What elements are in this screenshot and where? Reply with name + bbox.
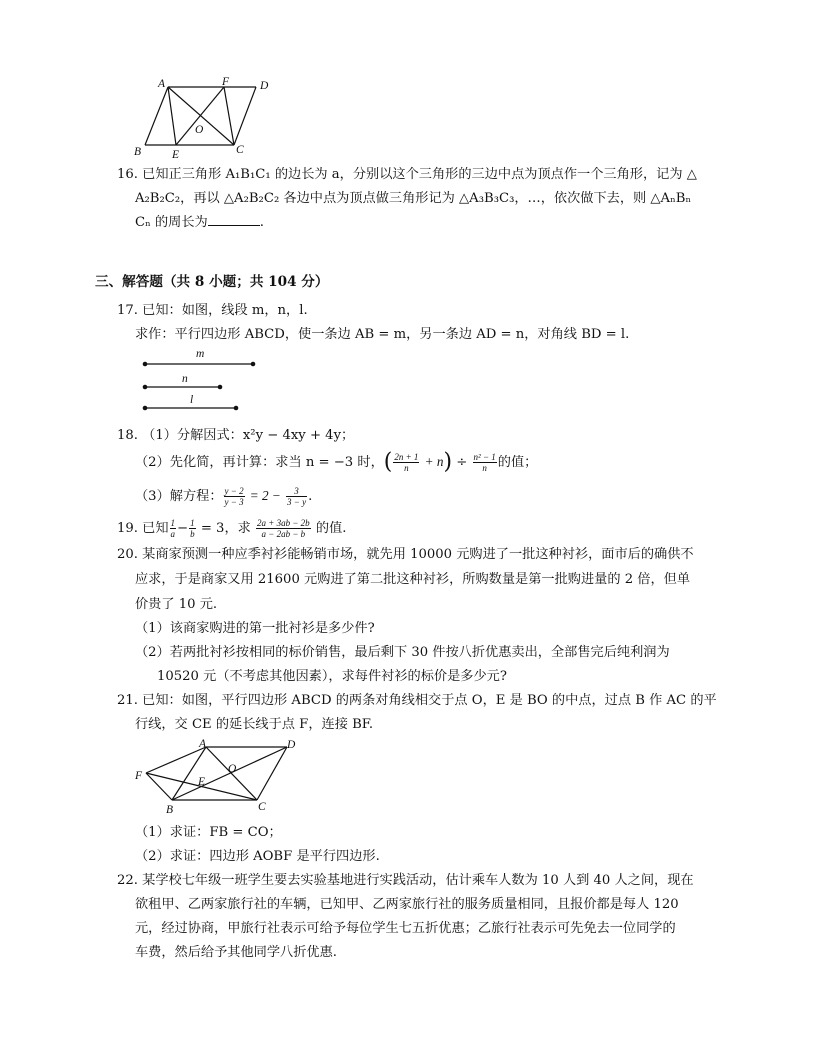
fraction-numerator: 3 <box>286 486 307 497</box>
question-20-line-3: 价贵了 10 元. <box>135 597 218 612</box>
fraction-denominator: n <box>404 463 409 473</box>
question-16-end: . <box>259 215 264 230</box>
fraction-denominator: n <box>482 463 487 473</box>
label-b: B <box>166 804 174 816</box>
fraction-numerator: n² − 1 <box>473 452 496 462</box>
fraction-numerator: 1 <box>170 518 176 528</box>
fraction-numerator: y − 2 <box>224 486 244 496</box>
segment-n-label: n <box>182 373 188 385</box>
label-a: A <box>199 738 207 750</box>
question-21-line-2: 行线，交 CE 的延长线于点 F，连接 BF. <box>135 717 374 732</box>
question-20-sub-1: （1）该商家购进的第一批衬衫是多少件? <box>135 621 375 636</box>
q18-p2-end: 的值； <box>497 455 538 470</box>
segment-l-label: l <box>190 394 194 406</box>
question-22-line-2: 欲租甲、乙两家旅行社的车辆，已知甲、乙两家旅行社的服务质量相同，且报价都是每人 120 <box>135 897 679 912</box>
question-22-line-4: 车费，然后给予其他同学八折优惠. <box>135 945 338 960</box>
q18-p2-text: （2）先化简，再计算：求当 n = −3 时， <box>135 455 384 470</box>
answer-blank <box>208 213 260 226</box>
question-18-part-3 <box>135 486 312 507</box>
minus-sign: − <box>177 521 189 536</box>
label-o: O <box>195 124 204 136</box>
question-21-line-1: 21. 已知：如图，平行四边形 ABCD 的两条对角线相交于点 O，E 是 BO 的中点，过点 B 作 AC 的平 <box>117 693 717 708</box>
question-22-line-3: 元，经过协商，甲旅行社表示可给予每位学生七五折优惠；乙旅行社表示可先免去一位同学的 <box>135 921 676 936</box>
question-19 <box>117 518 346 539</box>
label-f: F <box>222 76 230 88</box>
fraction-numerator: 1 <box>190 518 195 528</box>
label-c: C <box>258 801 266 813</box>
question-16-line-3 <box>135 213 264 233</box>
label-c: C <box>236 144 244 156</box>
question-16-line-2: A₂B₂C₂，再以 △A₂B₂C₂ 各边中点为顶点做三角形记为 △A₃B₃C₃，…，依次做下去，则 △AₙBₙ <box>135 191 692 206</box>
division-sign: ÷ <box>456 455 468 470</box>
fraction-denominator: b <box>190 529 195 539</box>
q19-end: 的值. <box>315 521 347 536</box>
section-3-heading: 三、解答题（共 8 小题；共 104 分） <box>95 274 329 290</box>
question-20-line-1: 20. 某商家预测一种应季衬衫能畅销市场，就先用 10000 元购进了一批这种衬衫，面市后的确供不 <box>117 547 694 562</box>
question-22-line-1: 22. 某学校七年级一班学生要去实验基地进行实践活动，估计乘车人数为 10 人到 40 人之间，现在 <box>117 873 694 888</box>
question-21-sub-2: （2）求证：四边形 AOBF 是平行四边形. <box>135 849 380 864</box>
label-e: E <box>172 149 180 160</box>
segment-m-label: m <box>196 348 205 360</box>
segments-figure-17 <box>136 344 266 416</box>
parallelogram-figure-21 <box>130 736 310 818</box>
label-d: D <box>287 739 296 751</box>
question-20-sub-2a: （2）若两批衬衫按相同的标价销售，最后剩下 30 件按八折优惠卖出，全部售完后纯利润为 <box>135 645 670 660</box>
fraction-denominator: y − 3 <box>224 497 244 507</box>
fraction-denominator: a − 2ab − b <box>261 529 306 539</box>
question-20-line-2: 应求，于是商家又用 21600 元购进了第二批这种衬衫，所购数量是第一批购进量的 2 倍，但单 <box>135 572 691 587</box>
q18-eq: = 2 − <box>249 488 281 503</box>
fraction-numerator: 2a + 3ab − 2b <box>257 518 310 528</box>
q18-p3-text: （3）解方程： <box>135 489 223 504</box>
fraction-denominator: 3 − y <box>287 497 307 507</box>
label-o: O <box>228 763 237 775</box>
label-f: F <box>135 770 143 782</box>
fraction-denominator: a <box>170 529 176 539</box>
question-18-part-2: （2）先化简，再计算：求当 n = −3 时，( $\frac{2n + 1}{n}$ + n) ÷ $\frac{\text{n² − 1}}{n}$ 的值； <box>135 449 538 475</box>
question-20-sub-2b: 10520 元（不考虑其他因素），求每件衬衫的标价是多少元? <box>157 669 507 684</box>
question-16-line-1: 16. 已知正三角形 A₁B₁C₁ 的边长为 a，分别以这个三角形的三边中点为顶点作一个三角形，记为 △ <box>117 167 697 182</box>
parallelogram-figure-15 <box>128 74 288 160</box>
label-e: E <box>198 776 206 788</box>
question-17-line-1: 17. 已知：如图，线段 m，n，l. <box>117 303 308 318</box>
label-d: D <box>260 80 269 92</box>
question-21-sub-1: （1）求证：FB = CO； <box>135 825 282 840</box>
fraction-numerator: 2n + 1 <box>394 452 419 462</box>
q19-eq: = 3，求 <box>200 521 251 536</box>
question-16-text: Cₙ 的周长为 <box>135 215 208 230</box>
q18-plus-n: + n <box>424 454 444 469</box>
label-a: A <box>158 78 166 90</box>
question-18-part-1: 18. （1）分解因式：x²y − 4xy + 4y； <box>117 428 355 443</box>
q19-text: 19. 已知 <box>117 521 169 536</box>
question-17-line-2: 求作：平行四边形 ABCD，使一条边 AB = m，另一条边 AD = n，对角线 BD = l. <box>135 327 630 342</box>
q18-p3-end: . <box>308 489 313 504</box>
label-b: B <box>134 146 142 158</box>
